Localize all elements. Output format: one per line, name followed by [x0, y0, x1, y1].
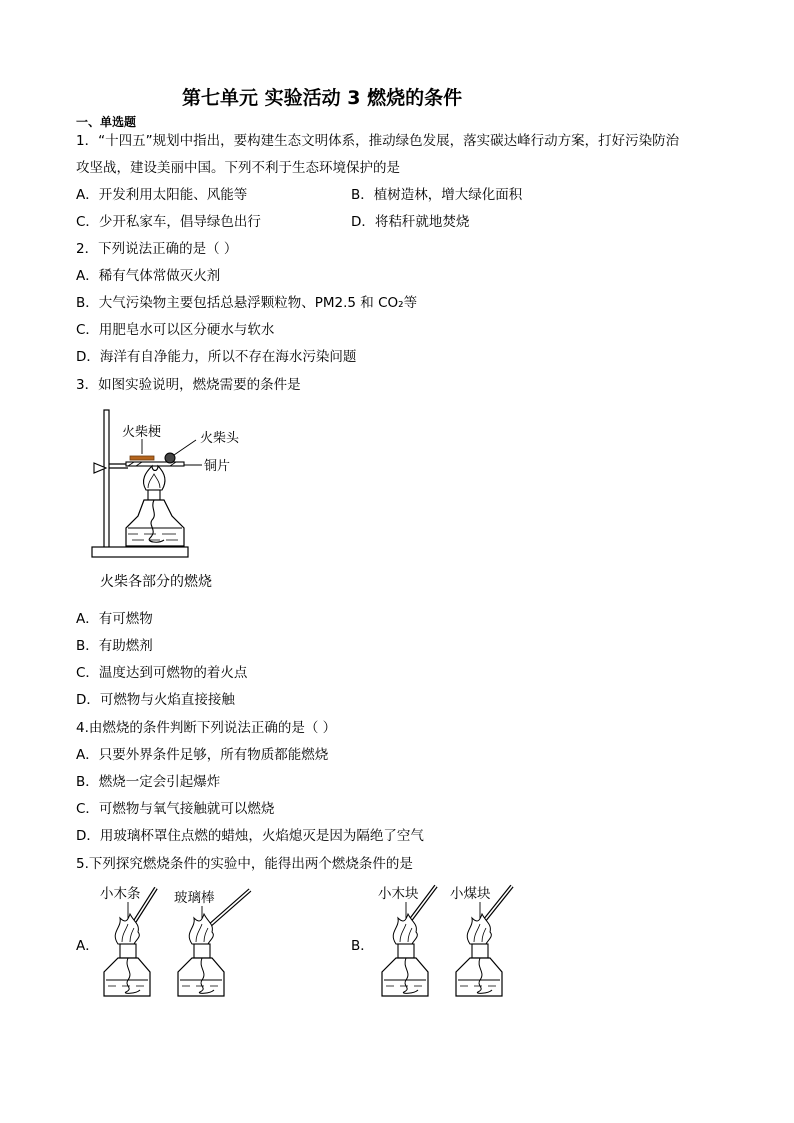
lamp-left-b	[382, 886, 436, 996]
q2-option-c: C．用肥皂水可以区分硬水与软水	[76, 322, 275, 338]
q1-option-b: B．植树造林，增大绿化面积	[351, 187, 523, 203]
q1-stem-line1: 1．“十四五”规划中指出，要构建生态文明体系，推动绿色发展，落实碳达峰行动方案，打好污染防治	[76, 133, 680, 149]
q5-stem: 5.下列探究燃烧条件的实验中，能得出两个燃烧条件的是	[76, 856, 413, 872]
page-title: 第七单元 实验活动 3 燃烧的条件	[182, 87, 463, 109]
lamp-left-a	[104, 888, 156, 996]
figure-caption: 火柴各部分的燃烧	[100, 574, 212, 590]
q3-option-d: D．可燃物与火焰直接接触	[76, 692, 235, 708]
stand-rod	[104, 410, 109, 548]
label-copper-plate: 铜片	[204, 459, 231, 474]
alcohol-lamp	[126, 500, 184, 546]
q5-option-a-letter: A．	[76, 938, 99, 954]
match-head	[165, 453, 175, 463]
label-glass-rod: 玻璃棒	[174, 890, 215, 906]
flame	[144, 466, 165, 490]
q3-option-c: C．温度达到可燃物的着火点	[76, 665, 248, 681]
label-match-stick: 火柴梗	[122, 425, 162, 440]
match-combustion-figure	[88, 406, 258, 564]
label-small-wood-block: 小木块	[378, 886, 419, 902]
label-match-head: 火柴头	[200, 431, 240, 446]
q2-stem: 2．下列说法正确的是（ ）	[76, 241, 238, 257]
q3-option-a: A．有可燃物	[76, 611, 153, 627]
q5-option-a-figure	[92, 880, 272, 1008]
label-small-coal-block: 小煤块	[450, 886, 491, 902]
match-stick	[130, 456, 154, 460]
q5-option-b-letter: B．	[351, 938, 374, 954]
lamp-right-b	[456, 886, 512, 996]
q3-option-b: B．有助燃剂	[76, 638, 153, 654]
q5-option-b-figure	[370, 880, 550, 1008]
q2-option-d: D．海洋有自净能力，所以不存在海水污染问题	[76, 349, 357, 365]
stand-base	[92, 547, 188, 557]
q1-option-c: C．少开私家车，倡导绿色出行	[76, 214, 261, 230]
q3-stem: 3．如图实验说明，燃烧需要的条件是	[76, 377, 301, 393]
q4-option-b: B．燃烧一定会引起爆炸	[76, 774, 221, 790]
label-small-wood-strip: 小木条	[100, 886, 141, 902]
q1-stem-line2: 攻坚战，建设美丽中国。下列不利于生态环境保护的是	[76, 160, 400, 176]
q4-option-d: D．用玻璃杯罩住点燃的蜡烛，火焰熄灭是因为隔绝了空气	[76, 828, 424, 844]
q4-option-a: A．只要外界条件足够，所有物质都能燃烧	[76, 747, 329, 763]
q1-option-d: D．将秸秆就地焚烧	[351, 214, 470, 230]
q2-option-a: A．稀有气体常做灭火剂	[76, 268, 221, 284]
q1-option-a: A．开发利用太阳能、风能等	[76, 187, 248, 203]
q2-option-b: B．大气污染物主要包括总悬浮颗粒物、PM2.5 和 CO₂等	[76, 295, 418, 311]
q4-option-c: C．可燃物与氧气接触就可以燃烧	[76, 801, 275, 817]
section-heading: 一、单选题	[76, 115, 137, 129]
q4-stem: 4.由燃烧的条件判断下列说法正确的是（ ）	[76, 720, 337, 736]
